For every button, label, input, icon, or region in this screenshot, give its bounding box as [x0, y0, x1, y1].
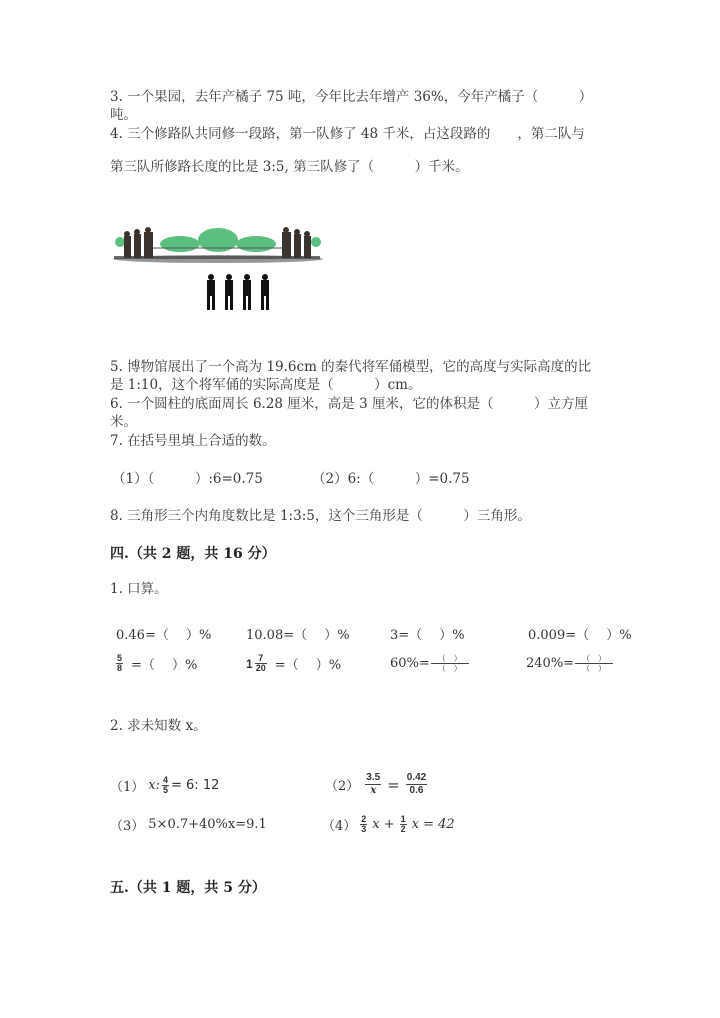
equation-3: （3） 5×0.7+40%x=9.1 [110, 817, 267, 834]
question-3-line2: 吨。 [110, 107, 137, 123]
fraction: $\frac{5}{8}$ [117, 653, 123, 673]
fraction: $\frac{3.5}{x}$ [366, 772, 381, 796]
question-4-line1: 4. 三个修路队共同修一段路，第一队修了 48 千米，占这段路的 ，第二队与 [110, 126, 585, 142]
question-8-line1: 8. 三角形三个内角度数比是 1:3:5，这个三角形是（ ）三角形。 [110, 508, 531, 524]
fraction: $\frac{1}{2}$ [400, 814, 406, 834]
equation-2: （2） $\frac{3.5}{x}$ = $\frac{0.42}{0.6}$ [325, 772, 427, 796]
question-3-line1: 3. 一个果园，去年产橘子 75 吨，今年比去年增产 36%，今年产橘子（ ） [110, 89, 593, 105]
equation-4: （4） $\frac{2}{3}$ x + $\frac{1}{2}$ x = 42 [322, 814, 455, 834]
question-5-line1: 5. 博物馆展出了一个高为 19.6cm 的秦代将军俑模型，它的高度与实际高度的比 [110, 359, 592, 375]
oral-calc-item: 0.46=（ ）% [116, 628, 212, 643]
equation-1: （1） x: $\frac{4}{5}$ = 6: 12 [110, 775, 220, 795]
question-4-line2: 第三队所修路长度的比是 3:5, 第三队修了（ ）千米。 [110, 159, 469, 175]
tug-of-war-illustration [110, 226, 325, 321]
oral-calc-item: 60%= $\frac{( )}{( )}$ [390, 654, 469, 673]
oral-calc-item: 0.009=（ ）% [528, 628, 632, 643]
fraction: $\frac{4}{5}$ [163, 775, 169, 795]
fraction: $\frac{2}{3}$ [361, 814, 367, 834]
oral-calc-title: 1. 口算。 [110, 581, 168, 597]
section-5-heading: 五.（共 1 题，共 5 分） [110, 880, 266, 896]
section-4-heading: 四.（共 2 题，共 16 分） [110, 546, 276, 562]
blank-fraction: $\frac{( )}{( )}$ [431, 654, 469, 673]
question-7-line1: 7. 在括号里填上合适的数。 [110, 433, 276, 449]
question-6-line2: 米。 [110, 414, 137, 430]
oral-calc-item: 10.08=（ ）% [246, 628, 350, 643]
oral-calc-item: 1 $\frac{7}{20}$ =（ ）% [246, 653, 342, 673]
question-5-line2: 是 1:10，这个将军俑的实际高度是（ ）cm。 [110, 377, 422, 393]
fraction: $\frac{0.42}{0.6}$ [406, 772, 427, 796]
question-7-sub1: （1）（ ）:6=0.75 [112, 471, 263, 487]
oral-calc-item: 3=（ ）% [390, 628, 465, 643]
blank-fraction: $\frac{( )}{( )}$ [575, 654, 613, 673]
oral-calc-item: 240%= $\frac{( )}{( )}$ [526, 654, 613, 673]
question-6-line1: 6. 一个圆柱的底面周长 6.28 厘米，高是 3 厘米，它的体积是（ ）立方厘 [110, 396, 588, 412]
oral-calc-item: $\frac{5}{8}$ =（ ）% [117, 653, 198, 673]
fraction: $\frac{7}{20}$ [255, 653, 266, 673]
question-7-sub2: （2）6:（ ）=0.75 [312, 471, 470, 487]
solve-x-title: 2. 求未知数 x。 [110, 718, 207, 734]
